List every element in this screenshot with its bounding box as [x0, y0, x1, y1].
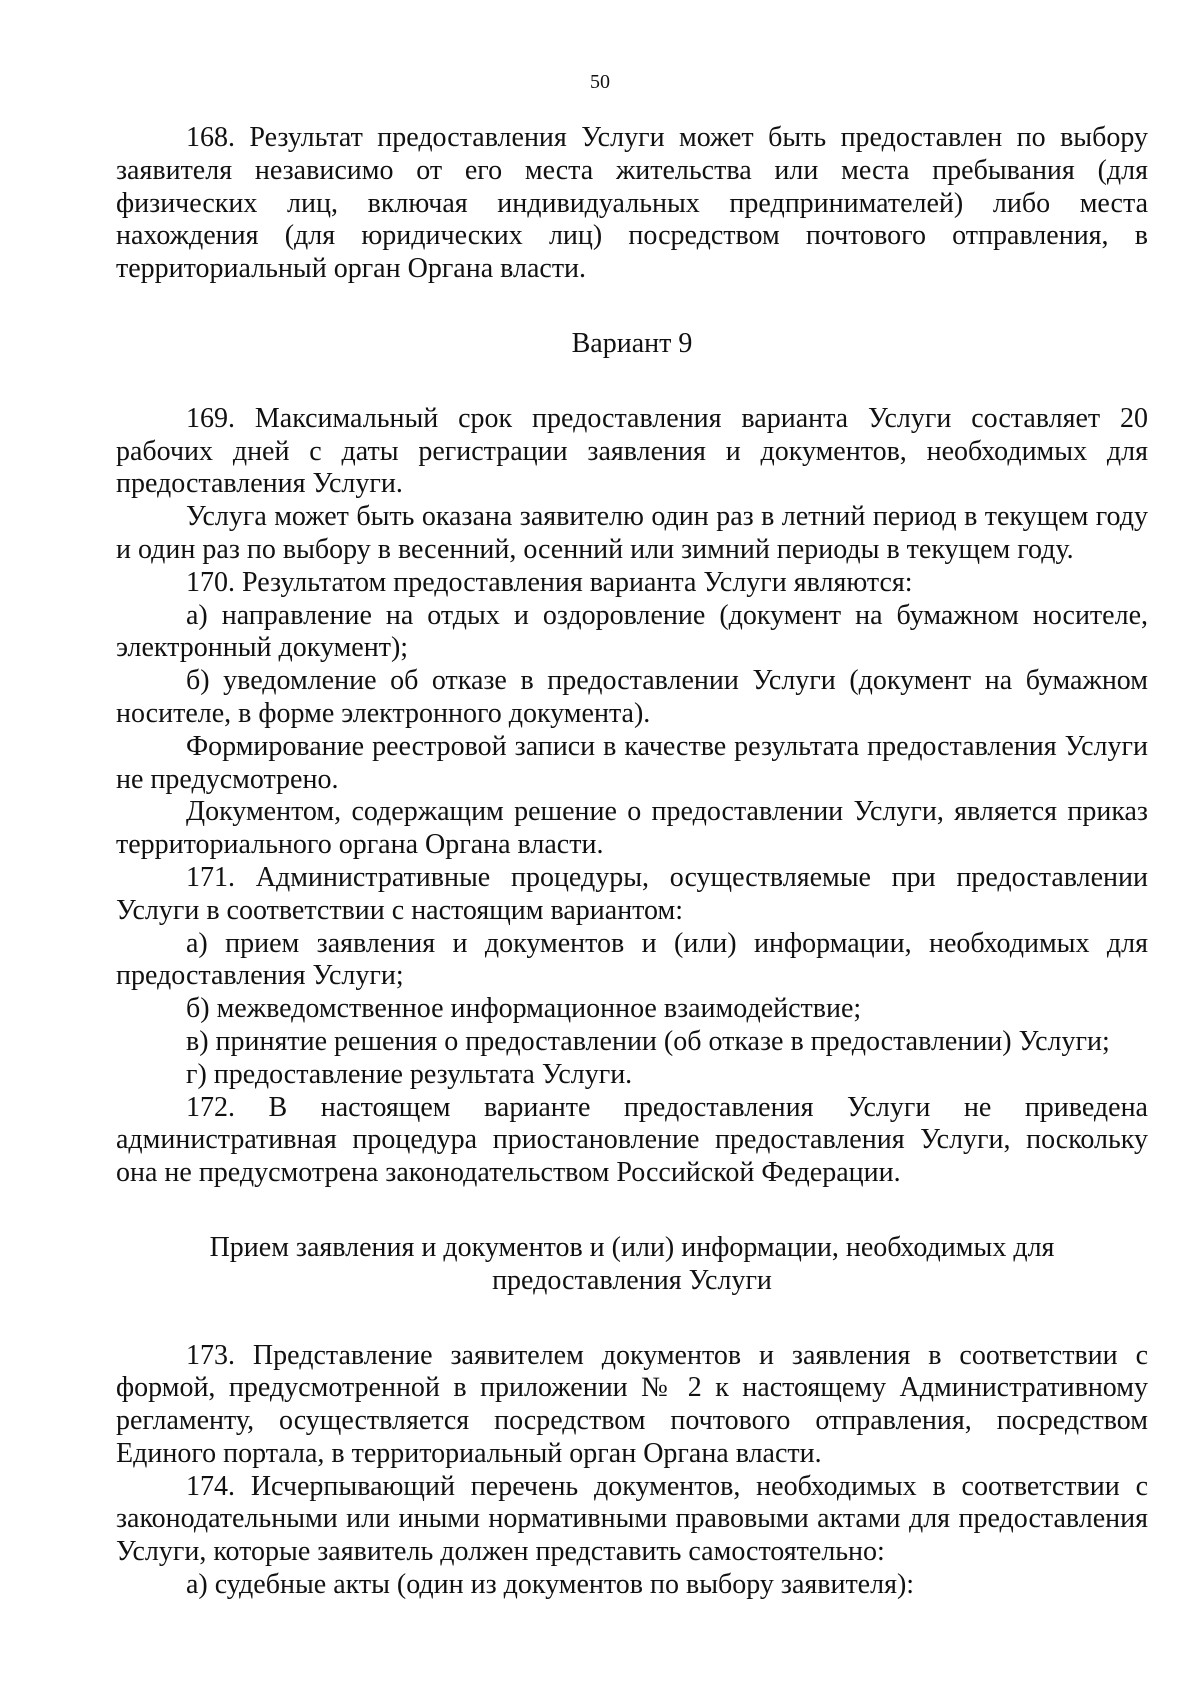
paragraph-168: 168. Результат предоставления Услуги может быть предоставлен по выбору заявителя независимо от его места жительства или места пребывания (для физических лиц, включая индивидуальных предпринимателей) либо места нахождения (для юридических лиц) посредством почтового отправления, в территориальный орган Органа власти. [116, 122, 1148, 285]
paragraph-174: 174. Исчерпывающий перечень документов, необходимых в соответствии с законодательными или иными нормативными правовыми актами для предоставления Услуги, которые заявитель должен представить самостоятельно: [116, 1470, 1148, 1568]
paragraph-170-a: а) направление на отдых и оздоровление (документ на бумажном носителе, электронный документ); [116, 599, 1148, 664]
section-heading: Прием заявления и документов и (или) информации, необходимых для предоставления Услуги [209, 1231, 1055, 1296]
paragraph-173: 173. Представление заявителем документов и заявления в соответствии с формой, предусмотренной в приложении № 2 к настоящему Административному регламенту, осуществляется посредством почтового отправления, посредством Единого портала, в территориальный орган Органа власти. [116, 1339, 1148, 1469]
paragraph-171-g: г) предоставление результата Услуги. [186, 1058, 633, 1090]
paragraph-170: 170. Результатом предоставления варианта Услуги являются: [186, 566, 913, 598]
paragraph-171-b: б) межведомственное информационное взаимодействие; [186, 993, 862, 1025]
paragraph-174-a: а) судебные акты (один из документов по выбору заявителя): [186, 1569, 915, 1601]
paragraph-172: 172. В настоящем варианте предоставления Услуги не приведена административная процедура приостановление предоставления Услуги, поскольку она не предусмотрена законодательством Российской Федерации. [116, 1091, 1148, 1189]
paragraph-170-b: б) уведомление об отказе в предоставлении Услуги (документ на бумажном носителе, в форме электронного документа). [116, 665, 1148, 729]
paragraph-171: 171. Административные процедуры, осуществляемые при предоставлении Услуги в соответствии с настоящим вариантом: [116, 861, 1148, 926]
paragraph-171-a: а) прием заявления и документов и (или) информации, необходимых для предоставления Услуги; [116, 927, 1148, 992]
paragraph-171-v: в) принятие решения о предоставлении (об отказе в предоставлении) Услуги; [186, 1025, 1110, 1057]
variant-heading: Вариант 9 [571, 327, 693, 359]
document-body [116, 122, 1148, 1602]
paragraph-169: 169. Максимальный срок предоставления варианта Услуги составляет 20 рабочих дней с даты регистрации заявления и документов, необходимых для предоставления Услуги. [116, 402, 1148, 500]
paragraph-169-note: Услуга может быть оказана заявителю один раз в летний период в текущем году и один раз по выбору в весенний, осенний или зимний периоды в текущем году. [116, 501, 1148, 565]
paragraph-170-registry: Формирование реестровой записи в качестве результата предоставления Услуги не предусмотрено. [116, 730, 1148, 795]
page-number: 50 [590, 71, 610, 93]
paragraph-170-order: Документом, содержащим решение о предоставлении Услуги, является приказ территориального органа Органа власти. [116, 796, 1148, 861]
